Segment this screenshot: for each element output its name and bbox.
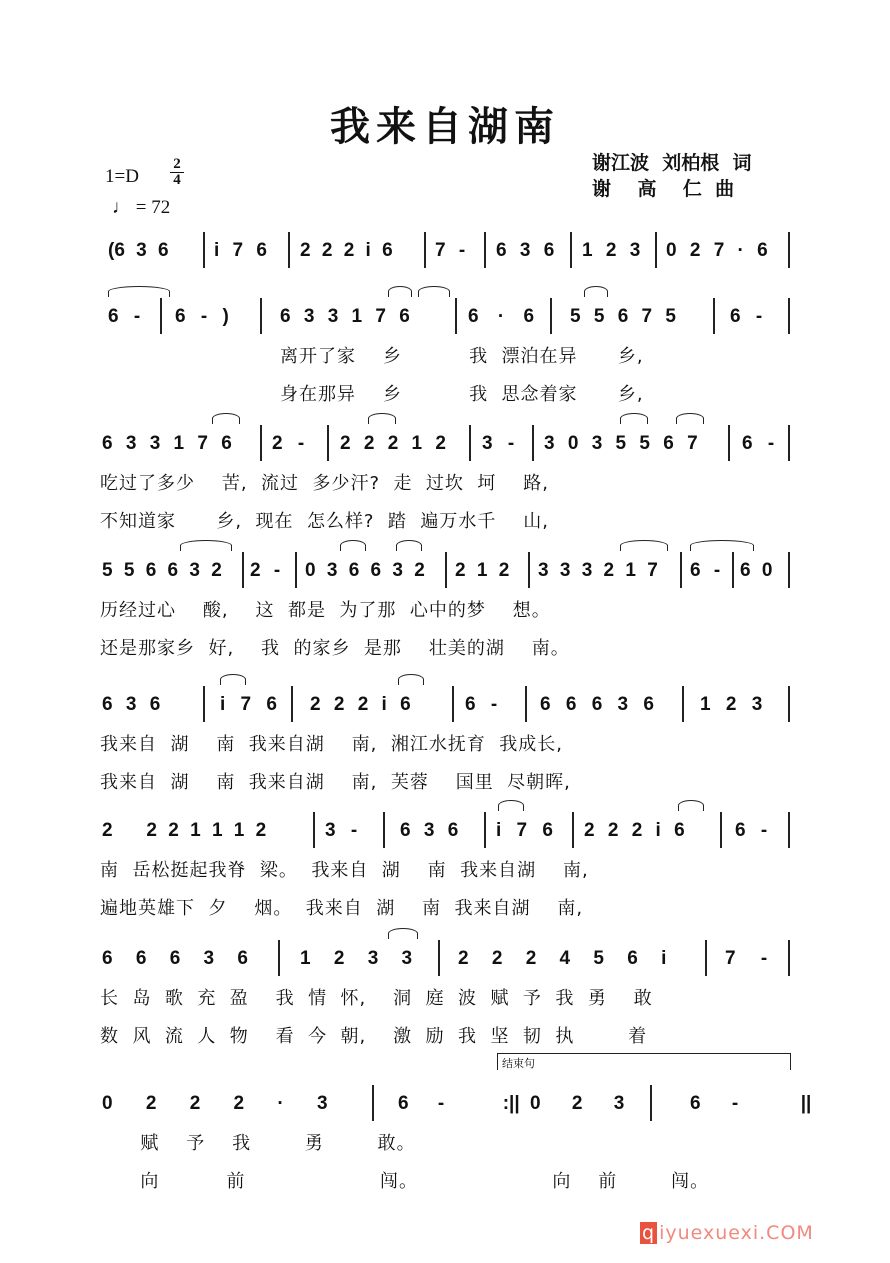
notation-row: 5 5 6 6 3 2 2 - 0 3 6 6 3 2 2 1 2 3 3 3 2 1 7 6 - 6 0 [100, 552, 800, 592]
lyric-verse-1: 赋 予 我 勇 敢。 [100, 1133, 416, 1154]
notation-row: 6 - 6 - ) 6 3 3 1 7 6 6 · 6 5 5 6 7 5 6 - [100, 298, 800, 338]
credits [592, 150, 751, 202]
lyric-verse-2: 身在那异 乡 我 思念着家 乡, [280, 384, 644, 405]
lyric-verse-2: 遍地英雄下 夕 烟。 我来自 湖 南 我来自湖 南, [100, 898, 584, 919]
notation-row: 6 3 6 i 7 6 2 2 2 i 6 6 - 6 6 6 3 6 1 2 3 [100, 686, 800, 726]
song-title: 我来自湖南 [330, 104, 560, 150]
composer: 谢 高 仁 曲 [592, 178, 735, 200]
lyric-verse-2: 向 前 闯。 向 前 闯。 [100, 1171, 710, 1192]
notation-row: 0 2 2 2 · 3 6 - :|| 0 2 3 6 - || [100, 1085, 800, 1125]
lyric-verse-1: 吃过了多少 苦, 流过 多少汗? 走 过坎 坷 路, [100, 473, 549, 494]
notation-row: (6 3 6 i 7 6 2 2 2 i 6 7 - 6 3 6 1 2 3 0 2 7 · 6 [100, 232, 800, 272]
lyric-verse-1: 历经过心 酸, 这 都是 为了那 心中的梦 想。 [100, 600, 551, 621]
lyric-verse-2: 还是那家乡 好, 我 的家乡 是那 壮美的湖 南。 [100, 638, 570, 659]
key-signature: 1=D [105, 166, 139, 187]
notation-row: 6 6 6 3 6 1 2 3 3 2 2 2 4 5 6 i 7 - [100, 940, 800, 980]
time-signature: 2 4 [170, 158, 184, 187]
notation-row: 2 2 2 1 1 1 2 3 - 6 3 6 i 7 6 2 2 2 i 6 6 - [100, 812, 800, 852]
lyric-verse-1: 我来自 湖 南 我来自湖 南, 湘江水抚育 我成长, [100, 734, 563, 755]
lyric-verse-2: 数 风 流 人 物 看 今 朝, 激 励 我 坚 韧 执 着 [100, 1026, 648, 1047]
notation-row: 6 3 3 1 7 6 2 - 2 2 2 1 2 3 - 3 0 3 5 5 6 7 6 - [100, 425, 800, 465]
watermark: q iyuexuexi.COM [642, 1222, 814, 1244]
lyric-verse-2: 不知道家 乡, 现在 怎么样? 踏 遍万水千 山, [100, 511, 549, 532]
lyricists: 谢江波 刘柏根 词 [592, 152, 752, 174]
ending-bracket: 结束句 [497, 1053, 791, 1070]
tempo-marking: ♩ = 72 [112, 197, 171, 218]
lyric-verse-1: 离开了家 乡 我 漂泊在异 乡, [280, 346, 644, 367]
lyric-verse-1: 南 岳松挺起我脊 梁。 我来自 湖 南 我来自湖 南, [100, 860, 589, 881]
lyric-verse-2: 我来自 湖 南 我来自湖 南, 芙蓉 国里 尽朝晖, [100, 772, 571, 793]
lyric-verse-1: 长 岛 歌 充 盈 我 情 怀, 洞 庭 波 赋 予 我 勇 敢 [100, 988, 653, 1009]
